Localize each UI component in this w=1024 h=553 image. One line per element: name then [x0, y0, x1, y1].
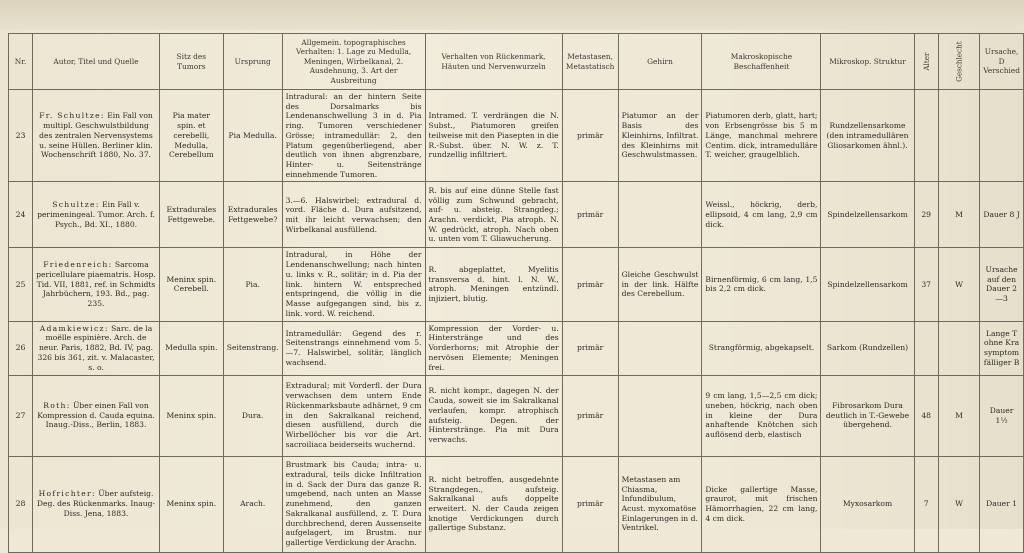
author-title: Sarc. de la moëlle espinière. Arch. de neur. Paris, 1882, Bd. IV, pag. 326 bis 361, zit. v. Malacaster, s. o. [37, 323, 155, 372]
row-macro: 9 cm lang, 1,5—2,5 cm dick; uneben, höckrig, nach oben in kleine der Dura anhaftende Knötchen sich auflösend derb, elastisch [702, 375, 821, 456]
row-meta: primär [562, 182, 618, 248]
row-brain: Metastasen am Chiasma, Infundibulum, Acust. myxomatöse Einlagerungen in d. Ventrikel. [618, 456, 702, 552]
row-author [33, 321, 160, 375]
row-nr: 27 [9, 375, 33, 456]
row-age: 29 [914, 182, 938, 248]
row-sex [938, 321, 979, 375]
row-meta: primär [562, 90, 618, 182]
row-brain: Gleiche Geschwulst in der link. Hälfte des Cerebellum. [618, 248, 702, 321]
col-header-micro: Mikroskop. Struktur [821, 34, 914, 90]
col-header-age [914, 34, 938, 90]
col-header-meta: Metastasen, Metastatisch [562, 34, 618, 90]
row-topo: Intramedullär: Gegend des r. Seitenstrangs einnehmend vom 5.—7. Halswirbel, solitär, länglich wachsend. [282, 321, 425, 375]
row-cause: Dauer 1½ [980, 375, 1024, 456]
row-origin: Arach. [223, 456, 282, 552]
row-cause [980, 90, 1024, 182]
row-nr: 28 [9, 456, 33, 552]
row-meta: primär [562, 321, 618, 375]
row-macro: Strangförmig, abgekapselt. [702, 321, 821, 375]
row-micro: Spindelzellensarkom [821, 248, 914, 321]
author-title: Sarcoma pericellulare piaematris. Hosp. Tid. VII, 1881, ref. in Schmidts Jahrbüchern, 193. Bd., pag. 235. [36, 260, 156, 309]
col-header-cause: Ursache, D Verschied [980, 34, 1024, 90]
row-nr: 24 [9, 182, 33, 248]
row-cord: R. nicht kompr., dagegen N. der Cauda, soweit sie im Sakralkanal verlaufen, kompr. atrophisch aufsteig. Degen. der Hinterstränge. Pia mit Dura verwachs. [425, 375, 562, 456]
row-origin: Dura. [223, 375, 282, 456]
row-micro: Myxosarkom [821, 456, 914, 552]
row-origin: Pia. [223, 248, 282, 321]
row-sex: M [938, 375, 979, 456]
author-title: Ein Fall von multipl. Geschwulstbildung des zentralen Nervensystems u. seine Hüllen. Berliner klin. Wochenschrift 1880, No. 37. [39, 111, 153, 160]
row-author [33, 456, 160, 552]
col-header-cord: Verhalten von Rückenmark, Häuten und Nervenwurzeln [425, 34, 562, 90]
author-name: Adamkiewicz: [39, 323, 109, 333]
row-cause: Dauer 8 J [980, 182, 1024, 248]
col-header-brain: Gehirn [618, 34, 702, 90]
row-nr: 26 [9, 321, 33, 375]
author-name: Fr. Schultze: [39, 111, 105, 121]
col-header-author: Autor, Titel und Quelle [33, 34, 160, 90]
row-age: 48 [914, 375, 938, 456]
row-topo: Extradural; mit Vorderfl. der Dura verwachsen dem untern Ende Rückenmarksbaute adhärnet, 9 cm in den Sakralkanal reichend, diesen ausfüllend, durch die Wirbellöcher bis vor die Art. sacroiliaca beiderseits wuchernd. [282, 375, 425, 456]
row-macro: Weissl., höckrig, derb, ellipsoid, 4 cm lang, 2,9 cm dick. [702, 182, 821, 248]
row-cause: Lange T ohne Kra symptom fälliger B [980, 321, 1024, 375]
row-cord: Intramed. T. verdrängen die N. Subst., Piatumoren greifen teilweise mit den Piasepten in die R.-Subst. über. N. W. z. T. rundzellig infiltriert. [425, 90, 562, 182]
table-row [9, 90, 1024, 182]
row-sex: W [938, 456, 979, 552]
row-origin: Pia Medulla. [223, 90, 282, 182]
row-cause: Dauer 1 [980, 456, 1024, 552]
row-topo: Intradural, in Höhe der Lendenanschwellung; nach hinten u. links v. R., solitär; in d. Pia der link. hintern W. entspreched entspringend, die völlig in die Masse aufgegangen sind, bis z. link. vord. W. reichend. [282, 248, 425, 321]
row-brain [618, 182, 702, 248]
row-cord: R. abgeplattet, Myelitis transversa d. hint. l. N. W., atroph. Meningen entzündl. injiziert, blutig. [425, 248, 562, 321]
row-micro: Rundzellensarkome (den intramedullären Gliosarkomen ähnl.). [821, 90, 914, 182]
row-micro: Fibrosarkom Dura deutlich in T.-Gewebe übergehend. [821, 375, 914, 456]
row-sex: W [938, 248, 979, 321]
row-nr: 25 [9, 248, 33, 321]
row-origin: Seitenstrang. [223, 321, 282, 375]
author-name: Friedenreich: [43, 260, 113, 270]
row-topo: 3.—6. Halswirbel; extradural d. vord. Fläche d. Dura aufsitzend, mit ihr leicht verwachsen; den Wirbelkanal ausfüllend. [282, 182, 425, 248]
row-brain [618, 375, 702, 456]
row-micro: Sarkom (Rundzellen) [821, 321, 914, 375]
col-header-age-label: Alter [921, 52, 931, 71]
row-topo: Intradural: an der hintern Seite des Dorsalmarks bis Lendenanschwellung 3 in d. Pia ring. Tumoren verschiedener Grösse; intramedullär: 2, den Platum gegenüberliegend, aber deutlich von ihnen abgrenzbare, Hinter- u. Seitenstränge einnehmende Tumoren. [282, 90, 425, 182]
col-header-sex [938, 34, 979, 90]
header-row [9, 34, 1024, 90]
col-header-macro: Makroskopische Beschaffenheit [702, 34, 821, 90]
row-origin: Extradurales Fettgewebe? [223, 182, 282, 248]
table-row [9, 182, 1024, 248]
row-macro: Birnenförmig, 6 cm lang, 1,5 bis 2,2 cm dick. [702, 248, 821, 321]
row-topo: Brustmark bis Cauda; intra- u. extradural, teils dicke Infiltration in d. Sack der Dura das ganze R. umgebend, nach unten an Masse zunehmend, den ganzen Sakralkanal ausfüllend, z. T. Dura durchbrechend, deren Aussenseite aufgelagert, im Brustm. nur gallertige Verdickung der Arachn. [282, 456, 425, 552]
table-row [9, 375, 1024, 456]
table-row [9, 321, 1024, 375]
col-header-origin: Ursprung [223, 34, 282, 90]
row-age: 7 [914, 456, 938, 552]
row-author [33, 90, 160, 182]
row-author [33, 182, 160, 248]
row-macro: Piatumoren derb, glatt, hart; von Erbsengrösse bis 5 m Länge, manchmal mehrere Centim. dick, intramedulläre T. weicher, graugelblich. [702, 90, 821, 182]
row-cause: Ursache auf den Dauer 2—3 [980, 248, 1024, 321]
row-meta: primär [562, 248, 618, 321]
row-site: Pia mater spin. et cerebelli, Medulla, Cerebellum [159, 90, 223, 182]
row-cord: Kompression der Vorder- u. Hinterstränge und des Vorderhorns; mit Atrophie der nervösen Elemente; Meningen frei. [425, 321, 562, 375]
author-name: Hofrichter: [38, 489, 96, 499]
row-site: Medulla spin. [159, 321, 223, 375]
col-header-site: Sitz des Tumors [159, 34, 223, 90]
author-name: Schultze: [52, 200, 100, 210]
row-age: 37 [914, 248, 938, 321]
author-title: Über einen Fall von Kompression d. Cauda equina. Inaug.-Diss., Berlin, 1883. [37, 400, 155, 430]
row-brain [618, 321, 702, 375]
row-sex: M [938, 182, 979, 248]
tumor-case-table [8, 33, 1024, 553]
row-macro: Dicke gallertige Masse, graurot, mit frischen Hämorrhagien, 22 cm lang, 4 cm dick. [702, 456, 821, 552]
table-row [9, 248, 1024, 321]
row-site: Extradurales Fettgewebe. [159, 182, 223, 248]
row-site: Meninx spin. [159, 456, 223, 552]
row-meta: primär [562, 456, 618, 552]
author-title: Über aufsteig. Deg. des Rückenmarks. Inaug-Diss. Jena, 1883. [36, 489, 156, 518]
row-site: Meninx spin. [159, 375, 223, 456]
row-brain: Piatumor an der Basis des Kleinhirns, Infiltrat. des Kleinhirns mit Geschwulstmassen. [618, 90, 702, 182]
row-age [914, 321, 938, 375]
table-row [9, 456, 1024, 552]
row-meta: primär [562, 375, 618, 456]
row-nr: 23 [9, 90, 33, 182]
row-cord: R. nicht betroffen, ausgedehnte Strangdegen., aufsteig. Sakralkanal aufs doppelte erweitert. N. der Cauda zeigen knotige Verdickungen durch gallertige Substanz. [425, 456, 562, 552]
row-author [33, 248, 160, 321]
row-sex [938, 90, 979, 182]
row-cord: R. bis auf eine dünne Stelle fast völlig zum Schwund gebracht, auf- u. absteig. Strangdeg.; Arachn. verdickt, Pia atroph. N. W. gedrückt, atroph. Nach oben u. unten vom T. Gliawucherung. [425, 182, 562, 248]
col-header-sex-label: Geschlecht [954, 41, 964, 82]
row-age [914, 90, 938, 182]
page-top-margin [0, 0, 1024, 30]
author-name: Roth: [43, 400, 71, 410]
row-micro: Spindelzellensarkom [821, 182, 914, 248]
col-header-topo: Allgemein. topographisches Verhalten: 1. Lage zu Medulla, Meningen, Wirbelkanal, 2. Ausdehnung, 3. Art der Ausbreitung [282, 34, 425, 90]
col-header-nr: Nr. [9, 34, 33, 90]
row-author [33, 375, 160, 456]
author-title: Ein Fall v. perimeningeal. Tumor. Arch. f. Psych., Bd. XI., 1880. [37, 200, 155, 229]
row-site: Meninx spin. Cerebell. [159, 248, 223, 321]
